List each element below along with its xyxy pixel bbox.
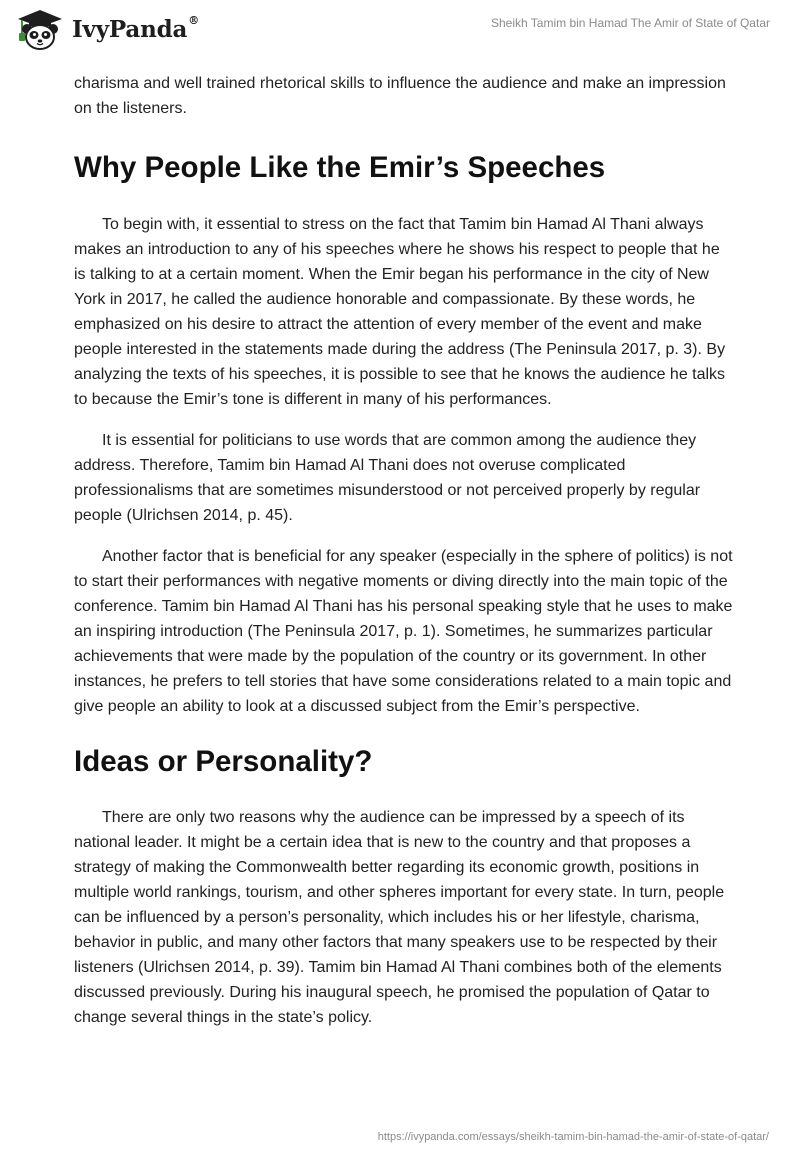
source-url[interactable]: https://ivypanda.com/essays/sheikh-tamim-bin-hamad-the-amir-of-state-of-qatar/ <box>377 1131 769 1143</box>
paragraph: To begin with, it essential to stress on the fact that Tamim bin Hamad Al Thani always makes an introduction to any of his speeches where he shows his respect to people that he is talking to at a certain moment. When the Emir began his performance in the city of New York in 2017, he called the audience honorable and compassionate. By these words, he emphasized on his desire to attract the attention of every member of the event and make people interested in the statements made during the address (The Peninsula 2017, p. 3). By analyzing the texts of his speeches, it is possible to see that he knows the audience he talks to because the Emir’s tone is different in many of his performances. <box>74 216 726 408</box>
section-heading-speeches: Why People Like the Emir’s Speeches <box>74 151 606 184</box>
logo-text: IvyPanda® <box>72 13 199 43</box>
paragraph: It is essential for politicians to use words that are common among the audience they address. Therefore, Tamim bin Hamad Al Thani does not overuse complicated professionalisms that are sometimes misunderstood or not perceived properly by regular people (Ulrichsen 2014, p. 45). <box>74 432 701 524</box>
page-header <box>0 0 800 66</box>
logo[interactable] <box>14 8 199 50</box>
paragraph: There are only two reasons why the audience can be impressed by a speech of its national leader. It might be a certain idea that is new to the country and that proposes a strategy of making the Commonwealth better regarding its economic growth, positions in multiple world rankings, tourism, and other spheres important for every state. In turn, people can be influenced by a person’s personality, which includes his or her lifestyle, charisma, behavior in public, and many other factors that many speakers use to be respected by their listeners (Ulrichsen 2014, p. 39). Tamim bin Hamad Al Thani combines both of the elements discussed previously. During his inaugural speech, he promised the population of Qatar to change several things in the state’s policy. <box>74 809 725 1026</box>
panda-logo-icon <box>14 8 66 50</box>
paragraph: Another factor that is beneficial for any speaker (especially in the sphere of politics) is not to start their performances with negative moments or diving directly into the main topic of the conference. Tamim bin Hamad Al Thani has his personal speaking style that he uses to make an inspiring introduction (The Peninsula 2017, p. 1). Sometimes, he summarizes particular achievements that were made by the population of the country or its government. In other instances, he prefers to tell stories that have some considerations related to a main topic and give people an ability to look at a discussed subject from the Emir’s perspective. <box>74 548 733 715</box>
essay-body <box>74 71 734 1030</box>
section-heading-ideas: Ideas or Personality? <box>74 745 373 778</box>
document-title: Sheikh Tamim bin Hamad The Amir of State of Qatar <box>490 16 770 30</box>
intro-paragraph: charisma and well trained rhetorical skills to influence the audience and make an impression on the listeners. <box>74 75 726 117</box>
